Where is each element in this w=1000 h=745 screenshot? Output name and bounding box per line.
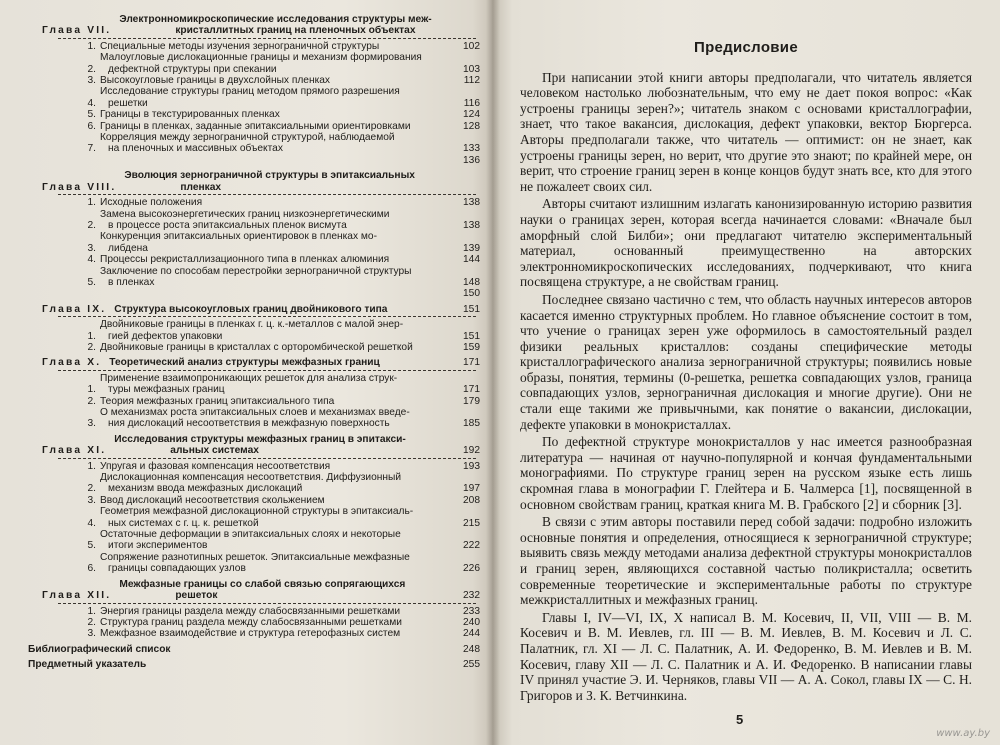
toc-entry: [28, 266, 480, 289]
toc-entry: [28, 628, 480, 639]
toc-back-matter-item: [28, 659, 480, 670]
entry-title: [100, 617, 446, 628]
entry-title: [100, 373, 446, 396]
entry-number: 1.: [87, 330, 96, 342]
entry-title-line: Ввод дислокаций несоответствия скольжением: [100, 494, 325, 506]
entry-title-line: Применение взаимопроникающих решеток для анализа струк-: [100, 372, 398, 384]
chapter-heading: [28, 434, 480, 457]
entry-number: 2.: [87, 341, 96, 353]
entry-number: 3.: [87, 418, 96, 430]
entry-title-line: Сопряжение разнотипных решеток. Эпитаксиальные межфазные: [100, 551, 410, 563]
entry-title-line: Корреляция между зернограничной структурой, наблюдаемой: [100, 132, 395, 144]
entry-page-number: 138: [463, 219, 480, 231]
entry-page-number: 128: [463, 120, 480, 132]
chapter-title: [114, 304, 446, 315]
entry-number: 2.: [87, 63, 96, 75]
toc-chapter: [28, 579, 480, 640]
entry-title: [100, 86, 446, 109]
entry-number: 3.: [87, 494, 96, 506]
preface-paragraph: Последнее связано частично с тем, что область научных интересов авторов касается именно структурных проблем. Но главное объяснение состоит в том, что учение о границах зерен уже оформилось в самостоятельный раздел физики реальных кристаллов: созданы специфические методы кристаллографического анализа зернограничной структуры; появились новые образы, понятия, термины (0-решетка, решетка совпадающих узлов, граница совпадающих узлов, зернограничная дислокация и многие другие). Они не стали еще такими же привычными, как понятие о вакансии, дислокации, дефекте упаковки в монокристаллах.: [520, 291, 972, 432]
entry-number: 3.: [87, 242, 96, 254]
entry-title-line: Структура границ раздела между слабосвязанными решетками: [100, 616, 402, 628]
entry-number: 2.: [87, 616, 96, 628]
toc-entry: [28, 254, 480, 265]
entry-title-line: на пленочных и массивных объектах: [108, 143, 283, 155]
chapter-heading: [28, 357, 480, 368]
entry-title-line: либдена: [108, 242, 148, 254]
entry-page-number: 179: [463, 395, 480, 407]
chapter-heading: [28, 304, 480, 315]
entry-page-number: 233: [463, 605, 480, 617]
toc-entry: [28, 75, 480, 86]
entry-title-line: Границы в текстурированных пленках: [100, 109, 280, 121]
entry-title-line: Высокоугловые границы в двухслойных пленках: [100, 75, 331, 87]
entry-title-line: Замена высокоэнергетических границ низкоэнергетическими: [100, 208, 390, 220]
toc-entry: [28, 121, 480, 132]
toc-entry: [28, 407, 480, 430]
entry-title-line: решетки: [108, 97, 148, 109]
entry-title-line: итоги экспериментов: [108, 540, 208, 552]
entry-title-line: Процессы рекристаллизационного типа в пленках алюминия: [100, 254, 390, 266]
entry-title-line: О механизмах роста эпитаксиальных слоев и механизмах введе-: [100, 407, 410, 418]
entry-page-number: 222: [463, 540, 480, 552]
back-matter-page-number: 248: [463, 643, 480, 655]
chapter-heading: [28, 170, 480, 193]
entry-number: 3.: [87, 75, 96, 87]
entry-title-line: Упругая и фазовая компенсация несоответствия: [100, 460, 331, 472]
entry-page-number: 185: [463, 418, 480, 430]
entry-title: [100, 197, 446, 208]
toc-entry: [28, 319, 480, 342]
toc-entry: [28, 529, 480, 552]
chapter-page-number: 151: [463, 303, 480, 315]
entry-title-line: Заключение по способам перестройки зернограничной структуры: [100, 265, 412, 277]
chapter-divider: [58, 316, 476, 317]
entry-title-line: Двойниковые границы в пленках г. ц. к.-металлов с малой энер-: [100, 319, 404, 331]
preface: [520, 36, 972, 705]
entry-page-number: 144: [463, 254, 480, 266]
book-gutter: [486, 0, 500, 745]
chapter-title-line: Электронномикроскопические исследования структуры меж-: [119, 14, 432, 25]
entry-title-line: Конкуренция эпитаксиальных ориентировок в пленках мо-: [100, 231, 377, 243]
entry-page-number: 208: [463, 494, 480, 506]
entry-number: 3.: [87, 628, 96, 640]
back-matter-title: Предметный указатель: [28, 659, 147, 671]
entry-title-line: Границы в пленках, заданные эпитаксиальными ориентировками: [100, 120, 411, 132]
chapter-label: Глава X.: [42, 357, 102, 369]
entry-page-number: 226: [463, 563, 480, 575]
chapter-title-line: Эволюция зернограничной структуры в эпитаксиальных: [124, 170, 415, 182]
entry-title: [100, 109, 446, 120]
entry-title-line: в процессе роста эпитаксиальных пленок висмута: [108, 219, 347, 231]
entry-title-line: механизм ввода межфазных дислокаций: [108, 483, 303, 495]
preface-paragraph: Авторы считают излишним излагать канонизированную историю развития науки о границах зерен, которая всегда начинается словами: «Вначале был аморфный слой Билби»; они предлагают читателю экспериментальный материал, основанный преимущественно на авторских электронномикроскопических исследованиях, подчеркивают, что книга посвящена структуре, а не свойствам границ.: [520, 196, 972, 290]
toc-entry: [28, 209, 480, 232]
chapter-divider: [58, 38, 476, 39]
entry-title: [100, 266, 446, 289]
entry-title-line: границы совпадающих узлов: [108, 563, 246, 575]
entry-title: [100, 209, 446, 232]
preface-paragraph: В связи с этим авторы поставили перед собой задачи: подробно изложить основные понятия и определения, относящиеся к зернограничной структуре; выявить связь между методами анализа дефектной структуры монокристаллов и границ зерен, являющихся составной частью поликристалла; осветить современные теоретические и экспериментальные работы по структуре межкристаллитных и межфазных границ.: [520, 514, 972, 608]
entry-title-line: Теория межфазных границ эпитаксиального типа: [100, 395, 335, 407]
chapter-title-line: Теоретический анализ структуры межфазных границ: [109, 357, 380, 369]
chapter-label: Глава VII.: [42, 25, 112, 37]
toc-entry: [28, 132, 480, 155]
chapter-heading: [28, 579, 480, 602]
toc-entry: [28, 373, 480, 396]
chapter-end-row: [28, 288, 480, 299]
toc-entry: [28, 617, 480, 628]
chapter-title-line: Структура высокоугловых границ двойникового типа: [114, 303, 388, 315]
entry-title-line: дефектной структуры при спекании: [108, 63, 277, 75]
table-of-contents: [28, 14, 480, 671]
entry-number: 2.: [87, 219, 96, 231]
entry-title: [100, 506, 446, 529]
toc-entry: [28, 472, 480, 495]
chapter-divider: [58, 603, 476, 604]
preface-paragraph: Главы I, IV—VI, IX, X написал В. М. Косевич, II, VII, VIII — В. М. Косевич и В. М. Иевлев, гл. III — В. М. Иевлев, В. М. Косевич и Л. С. Палатник, гл. XI — Л. С. Палатник, А. И. Федоренко, В. М. Иевлев и В. М. Косевич, главу XII — Л. С. Палатник и А. И. Федоренко. В написании главы IV принял участие Э. И. Черняков, главы VII — А. А. Сокол, главы IX — С. Н. Григоров и З. К. Ветчинкина.: [520, 609, 972, 703]
entry-title: [100, 231, 446, 254]
entry-title-line: Малоугловые дислокационные границы и механизм формирования: [100, 52, 422, 64]
toc-entry: [28, 552, 480, 575]
chapter-title-line: Исследования структуры межфазных границ в эпитакси-: [114, 433, 406, 445]
chapter-label: Глава VIII.: [42, 181, 117, 193]
entry-page-number: 151: [463, 330, 480, 342]
entry-number: 7.: [87, 143, 96, 155]
chapter-page-number: 171: [463, 357, 480, 369]
entry-page-number: 102: [463, 40, 480, 52]
entry-title: [100, 319, 446, 342]
toc-entry: [28, 495, 480, 506]
toc-chapter: [28, 434, 480, 575]
chapter-end-page-number: 136: [463, 154, 480, 166]
entry-number: 1.: [87, 40, 96, 52]
entry-page-number: 197: [463, 483, 480, 495]
entry-page-number: 240: [463, 616, 480, 628]
entry-title: [100, 461, 446, 472]
toc-entry: [28, 197, 480, 208]
toc-entry: [28, 461, 480, 472]
chapter-end-row: [28, 155, 480, 166]
entry-title-line: Исходные положения: [100, 197, 203, 209]
chapter-divider: [58, 458, 476, 459]
entry-page-number: 215: [463, 517, 480, 529]
entry-page-number: 133: [463, 143, 480, 155]
chapter-divider: [58, 370, 476, 371]
entry-title: [100, 495, 446, 506]
preface-paragraph: При написании этой книги авторы предполагали, что читатель является человеком настолько любознательным, что ему не дает покоя вопрос: «Как устроены границы зерен?»; читатель знаком с основами кристаллографии, знает, что такое вакансия, дислокация, дефект упаковки, вектор Бюргерса. Авторы предполагали также, что читатель — оптимист: он не знает, как устроены границы зерен, но верит, что другие это знают; по крайней мере, он верит, что строение границ зерен в конце концов будут знать все, кто для этого не пожалеет своих сил.: [520, 69, 972, 194]
entry-number: 5.: [87, 540, 96, 552]
entry-title: [100, 472, 446, 495]
preface-body: [520, 70, 972, 704]
chapter-page-number: 232: [463, 590, 480, 602]
chapter-title: [114, 434, 446, 457]
toc-entry: [28, 506, 480, 529]
entry-page-number: 193: [463, 460, 480, 472]
entry-title-line: ния дислокаций несоответствия в межфазную поверхность: [108, 418, 390, 430]
chapter-label: Глава XII.: [42, 590, 112, 602]
toc-entry: [28, 52, 480, 75]
entry-number: 4.: [87, 517, 96, 529]
entry-number: 4.: [87, 97, 96, 109]
toc-entry: [28, 606, 480, 617]
chapter-title-line: решеток: [175, 590, 218, 602]
toc-chapter: [28, 170, 480, 299]
left-page: [0, 0, 492, 745]
entry-title: [100, 552, 446, 575]
entry-page-number: 244: [463, 628, 480, 640]
entry-page-number: 103: [463, 63, 480, 75]
entry-title: [100, 407, 446, 430]
chapter-title: [119, 579, 446, 602]
entry-number: 2.: [87, 483, 96, 495]
entry-title: [100, 342, 446, 353]
toc-entry: [28, 41, 480, 52]
entry-page-number: 124: [463, 109, 480, 121]
entry-number: 2.: [87, 395, 96, 407]
entry-title: [100, 396, 446, 407]
toc-entry: [28, 231, 480, 254]
entry-number: 5.: [87, 276, 96, 288]
entry-number: 1.: [87, 384, 96, 396]
chapter-title: [119, 14, 446, 37]
toc-back-matter-item: [28, 644, 480, 655]
chapter-title-line: альных системах: [170, 445, 259, 457]
toc-chapter: [28, 357, 480, 429]
entry-title: [100, 132, 446, 155]
chapter-title-line: пленках: [180, 181, 222, 193]
entry-title-line: ных системах с г. ц. к. решеткой: [108, 517, 259, 529]
entry-title-line: в пленках: [108, 276, 155, 288]
entry-title-line: Межфазное взаимодействие и структура гетерофазных систем: [100, 628, 401, 640]
entry-number: 6.: [87, 563, 96, 575]
entry-page-number: 116: [463, 97, 480, 109]
chapter-divider: [58, 194, 476, 195]
toc-entry: [28, 396, 480, 407]
entry-page-number: 112: [463, 75, 480, 87]
entry-title-line: Дислокационная компенсация несоответствия. Диффузионный: [100, 472, 402, 484]
entry-title-line: гией дефектов упаковки: [108, 330, 223, 342]
entry-title-line: Специальные методы изучения зернограничной структуры: [100, 40, 380, 52]
entry-title-line: Двойниковые границы в кристаллах с орторомбической решеткой: [100, 341, 413, 353]
entry-title: [100, 529, 446, 552]
toc-entry: [28, 86, 480, 109]
entry-page-number: 138: [463, 197, 480, 209]
entry-number: 1.: [87, 605, 96, 617]
entry-title-line: Энергия границы раздела между слабосвязанными решетками: [100, 605, 401, 617]
preface-paragraph: По дефектной структуре монокристаллов у нас имеется разнообразная литература — начиная от научно-популярной и кончая фундаментальными монографиями. По структуре границ зерен на русском языке есть лишь скромная глава в монографии Г. Глейтера и Б. Чалмерса [1], посвященной в основном свойствам границ, краткая книга М. В. Грабского [2] и сборник [3].: [520, 434, 972, 512]
watermark: www.ay.by: [936, 728, 990, 739]
chapter-label: Глава IX.: [42, 303, 107, 315]
entry-number: 1.: [87, 460, 96, 472]
back-matter-page-number: 255: [463, 659, 480, 671]
chapter-heading: [28, 14, 480, 37]
toc-chapter: [28, 14, 480, 166]
entry-page-number: 148: [463, 276, 480, 288]
entry-title-line: Исследование структуры границ методом прямого разрешения: [100, 86, 400, 98]
page-number: 5: [736, 712, 744, 727]
entry-title-line: туры межфазных границ: [108, 384, 225, 396]
entry-number: 6.: [87, 120, 96, 132]
entry-title: [100, 628, 446, 639]
entry-page-number: 159: [463, 341, 480, 353]
entry-title-line: Геометрия межфазной дислокационной структуры в эпитаксиаль-: [100, 506, 414, 518]
chapter-page-number: 192: [463, 445, 480, 457]
toc-chapter: [28, 304, 480, 354]
chapter-title: [124, 170, 446, 193]
entry-page-number: 171: [463, 384, 480, 396]
entry-title: [100, 254, 446, 265]
entry-number: 1.: [87, 197, 96, 209]
chapter-title-line: кристаллитных границ на пленочных объектах: [175, 25, 416, 37]
preface-heading: Предисловие: [694, 39, 798, 56]
toc-entry: [28, 109, 480, 120]
entry-title: [100, 606, 446, 617]
entry-title-line: Остаточные деформации в эпитаксиальных слоях и некоторые: [100, 529, 401, 541]
entry-page-number: 139: [463, 242, 480, 254]
entry-title: [100, 75, 446, 86]
entry-title: [100, 121, 446, 132]
entry-number: 4.: [87, 254, 96, 266]
chapter-title: [109, 357, 446, 368]
entry-number: 5.: [87, 109, 96, 121]
chapter-label: Глава XI.: [42, 445, 107, 457]
entry-title: [100, 52, 446, 75]
chapter-title-line: Межфазные границы со слабой связью сопрягающихся: [119, 578, 406, 590]
entry-title: [100, 41, 446, 52]
toc-entry: [28, 342, 480, 353]
chapter-end-page-number: 150: [463, 288, 480, 300]
back-matter-title: Библиографический список: [28, 643, 171, 655]
